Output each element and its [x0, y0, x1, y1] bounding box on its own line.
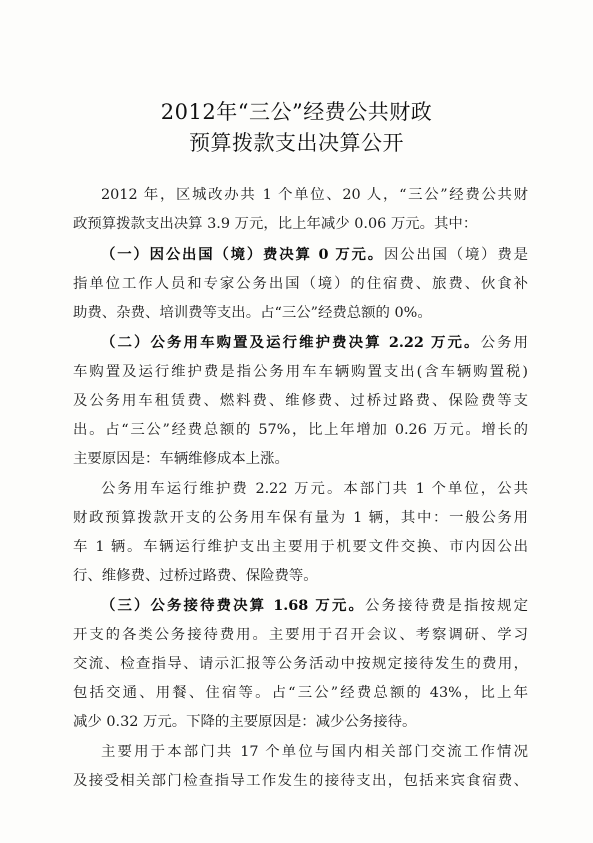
section-3-line-2: 开支的各类公务接待费用。主要用于召开会议、考察调研、学习: [73, 627, 528, 643]
section-3-line-3: 交流、检查指导、请示汇报等公务活动中按规定接待发生的费用，: [73, 656, 528, 672]
section-2-line-2: 车购置及运行维护费是指公务用车车辆购置支出(含车辆购置税): [73, 364, 528, 380]
section-2-heading: （二）公务用车购置及运行维护费决算 2.22 万元。: [101, 334, 481, 351]
vehicle-paragraph-line-1: 公务用车运行维护费 2.22 万元。本部门共 1 个单位，公共: [101, 481, 528, 497]
document-title-line-1: 2012年“三公”经费公共财政: [160, 100, 433, 124]
section-3-line-1: [101, 596, 528, 616]
reception-paragraph-line-2: 及接受相关部门检查指导工作发生的接待支出，包括来宾食宿费、: [73, 773, 528, 789]
section-1-line-3: 助费、杂费、培训费等支出。占“三公”经费总额的 0%。: [73, 305, 432, 321]
section-2-line-5: 主要原因是：车辆维修成本上涨。: [73, 451, 289, 467]
vehicle-paragraph-line-2: 财政预算拨款开支的公务用车保有量为 1 辆，其中：一般公务用: [73, 510, 528, 526]
section-3-line-4: 包括交通、用餐、住宿等。占“三公”经费总额的 43%，比上年: [73, 685, 528, 701]
section-2-line-3: 及公务用车租赁费、燃料费、维修费、过桥过路费、保险费等支: [73, 393, 528, 409]
section-2-line-1: [101, 333, 528, 353]
section-1-heading: （一）因公出国（境）费决算 0 万元。: [101, 246, 384, 263]
section-1-line-1: [101, 245, 528, 265]
section-3-heading: （三）公务接待费决算 1.68 万元。: [101, 597, 365, 614]
section-1-line-1-rest: 因公出国（境）费是: [383, 247, 528, 263]
reception-paragraph-line-1: 主要用于本部门共 17 个单位与国内相关部门交流工作情况: [101, 744, 528, 760]
vehicle-paragraph-line-4: 行、维修费、过桥过路费、保险费等。: [73, 568, 318, 584]
vehicle-paragraph-line-3: 车 1 辆。车辆运行维护支出主要用于机要文件交换、市内因公出: [73, 539, 528, 555]
section-1-line-2: 指单位工作人员和专家公务出国（境）的住宿费、旅费、伙食补: [73, 276, 528, 292]
section-3-line-1-rest: 公务接待费是指按规定: [364, 598, 528, 614]
section-3-line-5: 减少 0.32 万元。下降的主要原因是：减少公务接待。: [73, 714, 417, 730]
intro-line-1: 2012 年，区城改办共 1 个单位、20 人，“三公”经费公共财: [101, 187, 528, 203]
section-2-line-1-rest: 公务用: [480, 335, 528, 351]
section-2-line-4: 出。占“三公”经费总额的 57%，比上年增加 0.26 万元。增长的: [73, 422, 528, 438]
intro-line-2: 政预算拨款支出决算 3.9 万元，比上年减少 0.06 万元。其中：: [73, 216, 478, 232]
document-title-line-2: 预算拨款支出决算公开: [189, 131, 404, 155]
